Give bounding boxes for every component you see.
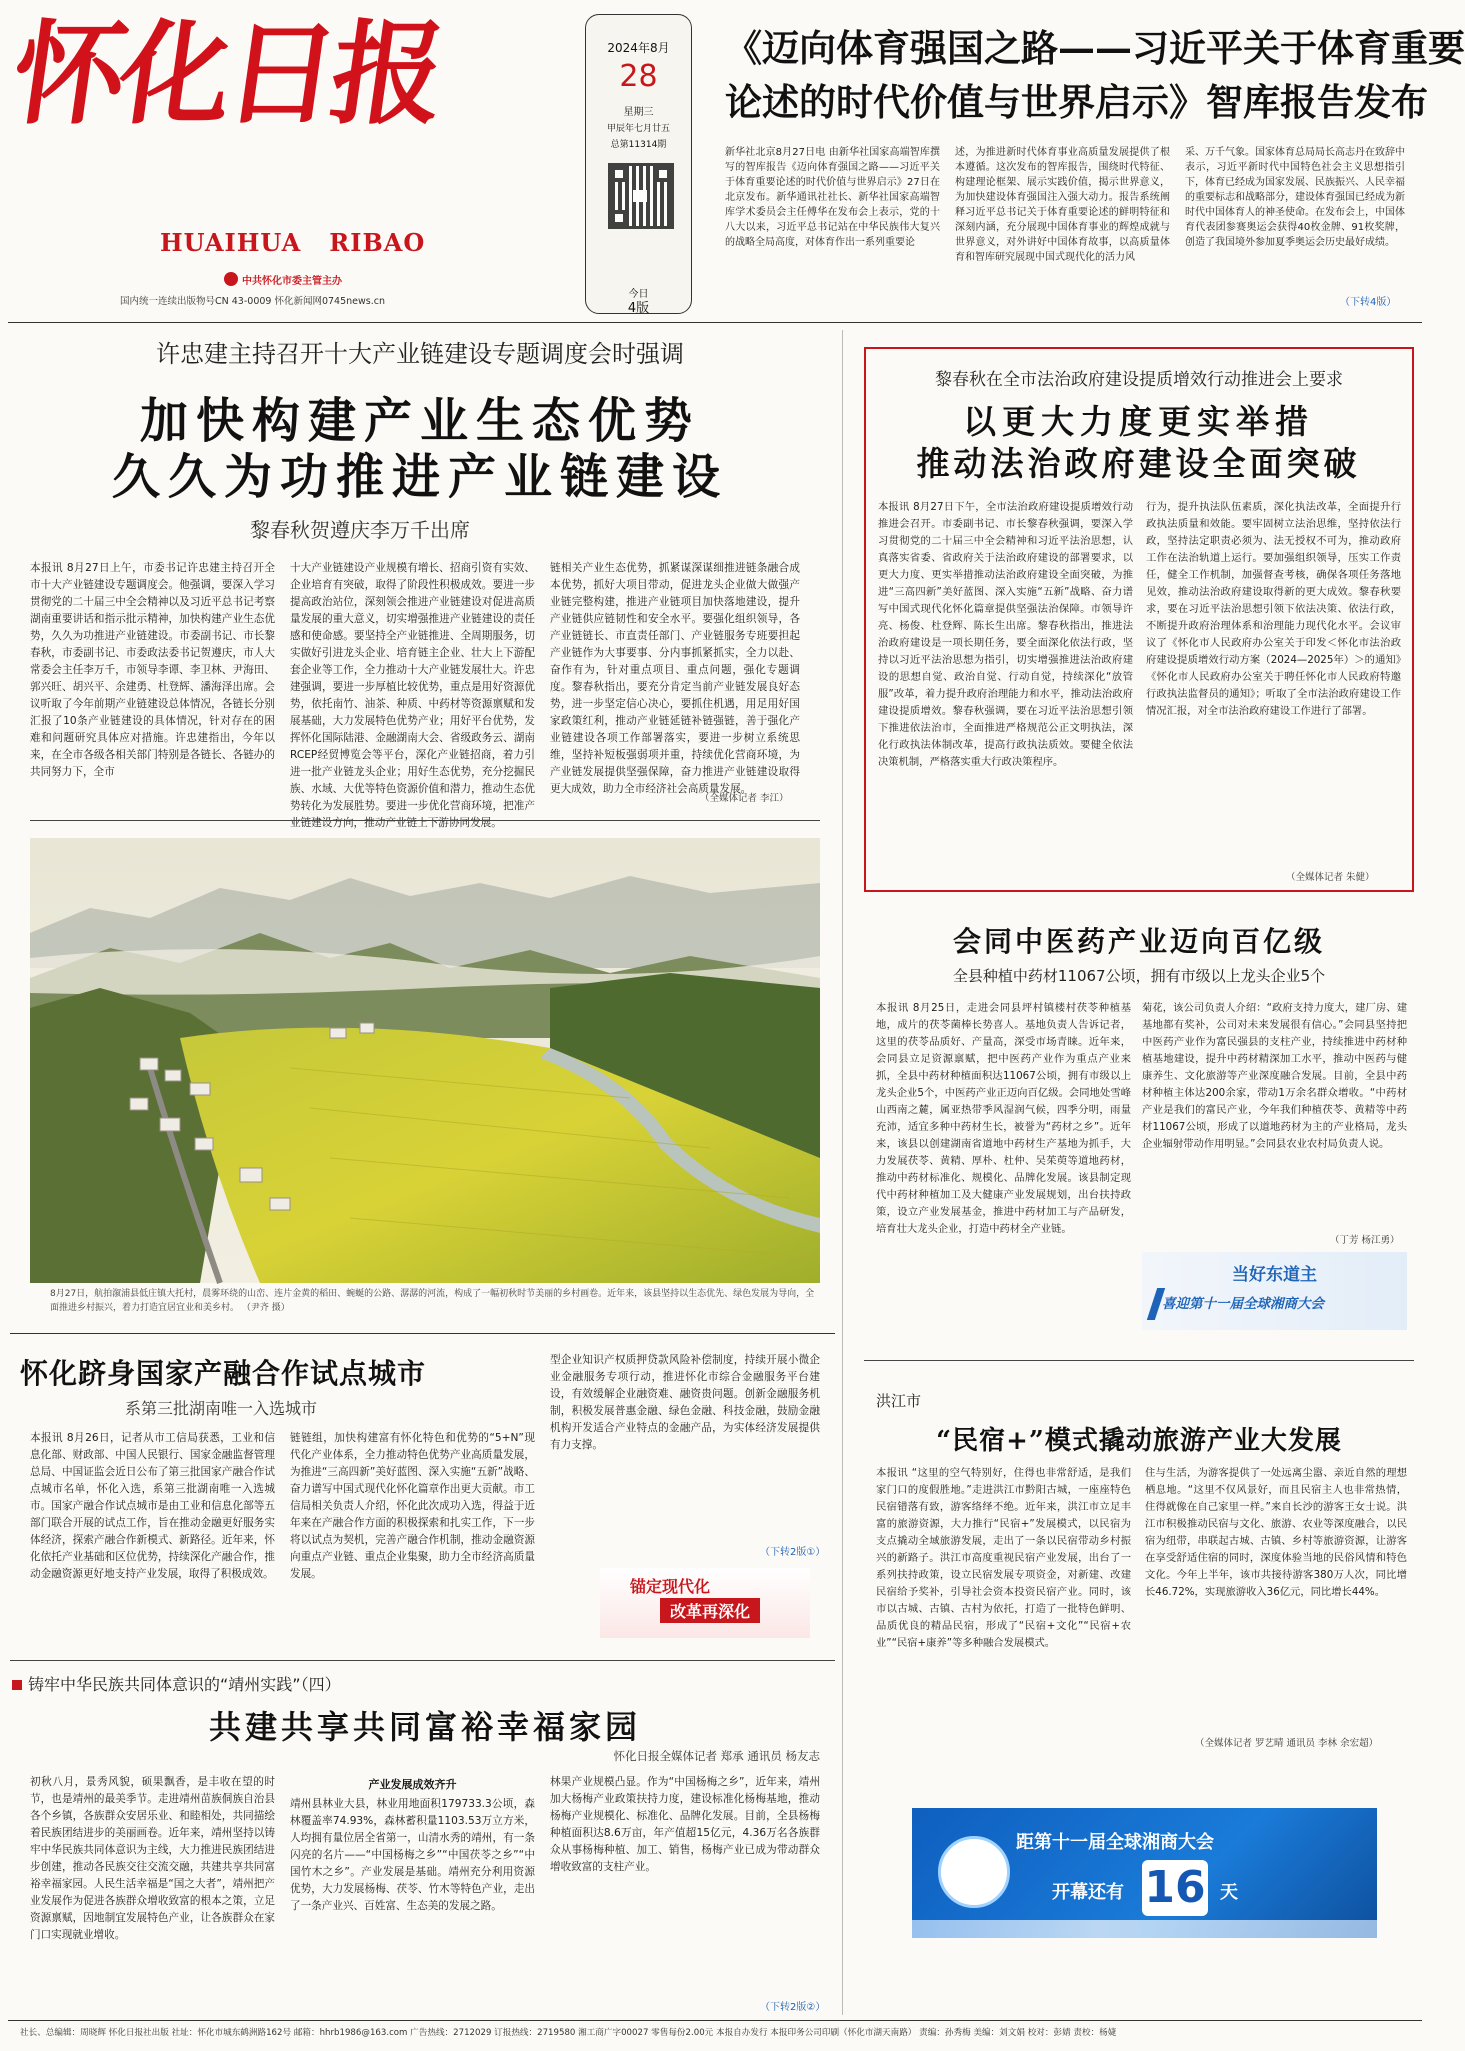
pilot-col1: 本报讯 8月26日，记者从市工信局获悉，工业和信息化部、财政部、中国人民银行、国家金融监督管理总局、中国证监会近日公布了第三批国家产融合作试点城市名单，怀化入选，系第三批湖南唯一入选城市。国家产融合作试点城市是由工业和信息化部等五部门联合开展的试点工作，旨在推动金融更好服务实体经济，探索产融合作新模式、新路径。近年来，怀化依托产业基础和区位优势，持续深化产融合作，推动金融资源更好地支持产业发展，取得了积极成效。 (30, 1432, 275, 1580)
right-divider (864, 1360, 1414, 1361)
date-box (585, 14, 692, 314)
host-banner-line2: 喜迎第十一届全球湘商大会 (1162, 1296, 1324, 1312)
masthead-registration: 国内统一连续出版物号CN 43-0009 怀化新闻网0745news.cn (120, 296, 385, 307)
reform-badge-line1: 锚定现代化 (630, 1577, 711, 1596)
jingzhou-col1: 初秋八月，景秀风貌，硕果飘香，是丰收在望的时节，也是靖州的最美季节。走进靖州苗族侗族自治县各个乡镇，各族群众安居乐业、和睦相处，共同描绘着民族团结进步的美丽画卷。近年来，靖州坚持以铸牢中华民族共同体意识为主线，大力推进民族团结进步创建，推动各民族交往交流交融，共建共享共同富裕幸福家园。人民生活幸福是“国之大者”，靖州把产业发展作为促进各族群众增收致富的根本之策，立足资源禀赋，因地制宜发展特色产业，让各族群众在家门口实现就业增收。 (30, 1776, 275, 1941)
masthead-sponsor: 中共怀化市委主管主办 (242, 276, 342, 287)
date-day: 28 (619, 59, 658, 94)
countdown-logo (938, 1836, 1010, 1908)
lead-col1: 本报讯 8月27日上午，市委书记许忠建主持召开全市十大产业链建设专题调度会。他强调，要深入学习贯彻党的二十届三中全会精神以及习近平总书记考察湖南重要讲话和指示批示精神，加快构建产业生态优势，久久为功推进产业链建设。市委副书记、市长黎春秋，市委副书记、市委政法委书记贺遵庆，市人大常委会主任李万千，市领导李谭、李卫林、尹海田、郭兴旺、胡兴平、余建勇、杜登辉、潘海泽出席。会议听取了今年前期产业链建设总体情况，各链长分别汇报了10条产业链建设的具体情况，针对存在的困难和问题研究具体应对措施。许忠建指出，今年以来，在全市各级各相关部门特别是各链长、各链办的共同努力下，全市 (30, 562, 275, 778)
pages-count: 4版 (627, 301, 650, 316)
jingzhou-col3: 林果产业规模凸显。作为“中国杨梅之乡”，近年来，靖州加大杨梅产业政策扶持力度，建设标准化杨梅基地，推动杨梅产业规模化、标准化、品牌化发展。目前，全县杨梅种植面积达8.6万亩，年产值超15亿元，4.36万名各族群众从事杨梅种植、加工、销售，杨梅产业已成为带动群众增收致富的支柱产业。 (550, 1776, 820, 1873)
boxed-title-2[interactable]: 推动法治政府建设全面突破 (916, 444, 1361, 483)
host-banner-line1: 当好东道主 (1232, 1265, 1317, 1285)
countdown-train-icon (912, 1920, 1377, 1938)
minsu-dateline: 洪江市 (876, 1392, 922, 1410)
boxed-kicker: 黎春秋在全市法治政府建设提质增效行动推进会上要求 (935, 370, 1343, 390)
footer-divider (8, 2020, 1422, 2021)
boxed-title-1[interactable]: 以更大力度更实举措 (963, 402, 1314, 441)
column-divider-main (842, 330, 843, 2015)
lead-divider (30, 820, 820, 821)
photo-caption (50, 1287, 820, 1317)
jingzhou-col2: 靖州县林业大县，林业用地面积179733.3公顷，森林覆盖率74.93%，森林蓄积量1103.53万立方米，人均拥有量位居全省第一，山清水秀的靖州，有一条闪亮的名片——“中国杨梅之乡”“中国茯苓之乡”“中国竹木之乡”。产业发展是基础。靖州充分利用资源优势，大力发展杨梅、茯苓、竹木等特色产业，走出了一条产业兴、百姓富、生态美的发展之路。 (290, 1798, 535, 1912)
top-story-continue[interactable]: （下转4版） (1340, 297, 1397, 308)
masthead (0, 0, 1465, 320)
pilot-continue[interactable]: （下转2版①） (760, 1547, 826, 1558)
countdown-line1: 距第十一届全球湘商大会 (1016, 1832, 1214, 1853)
tcm-subtitle: 全县种植中药材11067公顷，拥有市级以上龙头企业5个 (952, 967, 1326, 985)
countdown-line2-pre: 开幕还有 (1052, 1882, 1124, 1903)
pilot-col2: 链链组，加快构建富有怀化特色和优势的“5+N”现代化产业体系，全力推动特色优势产业高质量发展，为推进“三高四新”美好蓝图、深入实施“五新”战略、奋力谱写中国式现代化怀化篇章作出更大贡献。市工信局相关负责人介绍，怀化此次成功入选，得益于近年来在产融合作方面的积极探索和扎实工作，下一步将以试点为契机，完善产融合作机制，推动金融资源向重点产业链、重点企业集聚，助力全市经济高质量发展。 (290, 1432, 535, 1580)
footer-text: 社长、总编辑：周晓辉 怀化日报社出版 社址：怀化市城东鹤洲路162号 邮箱：hhrb1986@163.com 广告热线：2712029 订报热线：2719580 湘工商广字00027 零售每份2.00元 本报自办发行 本报印务公司印刷（怀化市湖天南路） 责编：孙秀梅 美编：刘文娟 校对：彭婧 责校：杨婕 (20, 2028, 1117, 2038)
masthead-logo (224, 272, 238, 286)
reform-badge-line2: 改革再深化 (660, 1598, 760, 1623)
lead-col3: 链相关产业生态优势，抓紧谋深谋细推进链条融合成本优势，抓好大项目带动，促进龙头企业做大做强产业链完整构建，推进产业链项目加快落地建设，提升产业链供应链韧性和安全水平。要强化组织领导，各产业链链长、市直责任部门、产业链服务专班要担起产业链作为大事要事、分内事抓紧抓实，全力以赴、奋作有为，针对重点项目、重点问题，强化专题调度。黎春秋指出，要充分肯定当前产业链发展良好态势，进一步坚定信心决心，要抓住机遇，用足用好国家政策红利，推动产业链延链补链强链，善于强化产业链建设各项工作部署落实，要进一步树立系统思维，坚持补短板强弱项并重，持续优化营商环境，为产业链发展提供坚强保障，奋力推进产业链建设取得更大成效，助力全市经济社会高质量发展。 (550, 562, 800, 795)
minsu-byline: （全媒体记者 罗艺晴 通讯员 李林 余宏超） (1195, 1738, 1379, 1749)
masthead-divider (8, 322, 1422, 323)
photo-divider (10, 1333, 835, 1334)
minsu-title[interactable]: “民宿+”模式撬动旅游产业大发展 (936, 1426, 1342, 1456)
minsu-col2: 住与生活，为游客提供了一处远离尘嚣、亲近自然的理想栖息地。“这里不仅风景好，而且民宿主人也非常热情，住得就像在自己家里一样。”来自长沙的游客王女士说。洪江市积极推动民宿与文化、旅游、农业等深度融合，以民宿为纽带，串联起古城、古镇、乡村等旅游资源，让游客在享受舒适住宿的同时，深度体验当地的民俗风情和特色文化。今年上半年，该市共接待游客380万人次，同比增长46.72%，实现旅游收入36亿元，同比增长44%。 (1145, 1467, 1407, 1598)
top-story-col2: 述，为推进新时代体育事业高质量发展提供了根本遵循。这次发布的智库报告，围绕时代特征、构建理论框架、展示实践价值，揭示世界意义，为加快建设体育强国注入强大动力。报告系统阐释习近平总书记关于体育重要论述的鲜明特征和深刻内涵，充分展现中国体育事业的辉煌成就与世界意义，对外讲好中国体育故事，以高质量体育和智库研究展现中国式现代化的活力风 (955, 147, 1170, 263)
countdown-banner (912, 1808, 1377, 1938)
countdown-days: 16 (1142, 1860, 1208, 1916)
masthead-pinyin: HUAIHUA RIBAO (160, 228, 426, 257)
pilot-col3: 型企业知识产权质押贷款风险补偿制度，持续开展小微企业金融服务专项行动，推进怀化市综合金融服务平台建设，有效缓解企业融资难、融资贵问题。创新金融服务机制，积极发展普惠金融、绿色金融、科技金融，鼓励金融机构开发适合产业特点的金融产品，为实体经济发展提供有力支撑。 (550, 1354, 820, 1451)
photo-credit: （尹齐 摄） (241, 1303, 290, 1313)
boxed-col1: 本报讯 8月27日下午，全市法治政府建设提质增效行动推进会召开。市委副书记、市长黎春秋强调，要深入学习贯彻党的二十届三中全会精神和习近平法治思想，认真落实省委、省政府关于法治政府建设的部署要求，以更大力度、更实举措推动法治政府建设全面突破，为推进“三高四新”美好蓝图、深入实施“五新”战略、奋力谱写中国式现代化怀化篇章提供坚强法治保障。市领导许亮、杨俊、杜登辉、陈长生出席。黎春秋指出，推进法治政府建设是一项长期任务，要全面深化依法行政，坚持以习近平法治思想为指引，切实增强推进法治政府建设的思想自觉、政治自觉、行动自觉，持续深化“放管服”改革，着力提升政府治理能力和水平，推动法治政府建设提质增效。黎春秋强调，要在习近平法治思想引领下推进依法治市，全面推进严格规范公正文明执法，深化行政执法体制改革，提高行政执法质效。要健全依法决策机制，严格落实重大行政决策程序。 (878, 501, 1133, 768)
series-square-icon (12, 1680, 22, 1690)
lead-kicker: 许忠建主持召开十大产业链建设专题调度会时强调 (156, 340, 684, 368)
jingzhou-byline: 怀化日报全媒体记者 郑承 通讯员 杨友志 (613, 1749, 820, 1763)
top-story-col1: 新华社北京8月27日电 由新华社国家高端智库撰写的智库报告《迈向体育强国之路——习近平关于体育重要论述的时代价值与世界启示》27日在北京发布。新华通讯社社长、新华社国家高端智库学术委员会主任傅华在发布会上表示，党的十八大以来，习近平总书记站在中华民族伟大复兴的战略全局高度，对体育作出一系列重要论 (725, 147, 940, 248)
jingzhou-series (12, 1672, 341, 1695)
boxed-article (864, 347, 1414, 892)
photo-caption-text: 8月27日，航拍溆浦县低庄镇大托村，晨雾环绕的山峦、连片金黄的稻田、蜿蜒的公路、潺潺的河流，构成了一幅初秋时节美丽的乡村画卷。近年来，该县坚持以生态优先、绿色发展为导向，全面推进乡村振兴，着力打造宜居宜业和美乡村。 (50, 1289, 815, 1313)
top-story-title-1[interactable]: 《迈向体育强国之路——习近平关于体育重要 (725, 26, 1465, 70)
tcm-title[interactable]: 会同中医药产业迈向百亿级 (952, 925, 1325, 958)
lead-title-1[interactable]: 加快构建产业生态优势 (139, 393, 700, 449)
tcm-col2: 菊花，该公司负责人介绍：“政府支持力度大，建厂房、建基地都有奖补，公司对未来发展很有信心。”会同县坚持把中医药产业作为富民强县的支柱产业，持续推进中药材种植基地建设，提升中药材精深加工水平，推动中医药与健康养生、文化旅游等产业深度融合发展。目前，全县中药材种植主体达200余家，带动1万余名群众增收。“中药材产业是我们的富民产业，今年我们种植茯苓、黄精等中药材11067公顷，形成了以道地药材为主的产业格局，龙头企业辐射带动作用明显。”会同县农业农村局负责人说。 (1142, 1002, 1407, 1150)
lead-subtitle: 黎春秋贺遵庆李万千出席 (250, 518, 470, 542)
tcm-col1: 本报讯 8月25日，走进会同县坪村镇楼村茯苓种植基地，成片的茯苓菌棒长势喜人。基地负责人告诉记者，这里的茯苓品质好、产量高，深受市场青睐。近年来，会同县立足资源禀赋，把中医药产业作为重点产业来抓，全县中药材种植面积达11067公顷，拥有市级以上龙头企业5个，中医药产业正迈向百亿级。会同地处雪峰山西南之麓，属亚热带季风湿润气候，四季分明，雨量充沛，适宜多种中药材生长，被誉为“药材之乡”。近年来，该县以创建湖南省道地中药材生产基地为抓手，大力发展茯苓、黄精、厚朴、杜仲、吴茱萸等道地药材，推动中药材标准化、规模化、品牌化发展。该县制定现代中药材种植加工及大健康产业发展规划，出台扶持政策，设立产业发展基金，推进中药材加工与产品研发，培育壮大龙头企业，打造中药材全产业链。 (876, 1002, 1131, 1235)
pilot-subtitle: 系第三批湖南唯一入选城市 (125, 1399, 318, 1418)
countdown-unit: 天 (1220, 1882, 1238, 1903)
boxed-byline: （全媒体记者 朱健） (1286, 872, 1375, 883)
top-story-title-2[interactable]: 论述的时代价值与世界启示》智库报告发布 (725, 80, 1428, 124)
lead-byline: （全媒体记者 李江） (700, 793, 789, 804)
lead-title-2[interactable]: 久久为功推进产业链建设 (111, 449, 728, 505)
jingzhou-col2-head: 产业发展成效齐升 (368, 1778, 457, 1791)
tcm-byline: （丁芳 杨江勇） (1330, 1235, 1400, 1246)
landscape-photo (30, 838, 820, 1283)
jingzhou-continue[interactable]: （下转2版②） (760, 2002, 826, 2013)
date-year-month: 2024年8月 (607, 41, 670, 55)
host-banner (1142, 1252, 1407, 1330)
date-weekday: 星期三 (623, 107, 654, 118)
pages-label: 今日 (628, 289, 649, 300)
date-lunar: 甲辰年七月廿五 (606, 124, 670, 134)
landscape-photo-svg (30, 838, 820, 1283)
qr-code-icon[interactable] (608, 163, 674, 229)
boxed-col2: 行为，提升执法队伍素质，深化执法改革，全面提升行政执法质量和效能。要牢固树立法治思维，坚持依法行政，坚持法定职责必须为、法无授权不可为，推动政府工作在法治轨道上运行。要加强组织领导，压实工作责任，健全工作机制，加强督查考核，确保各项任务落地见效，推动法治政府建设取得新的更大成效。黎春秋要求，要在习近平法治思想引领下依法决策、依法行政，不断提升政府治理体系和治理能力现代化水平。会议审议了《怀化市人民政府办公室关于印发＜怀化市法治政府建设提质增效行动方案（2024—2025年）＞的通知》《怀化市人民政府办公室关于聘任怀化市人民政府特邀行政执法监督员的通知》；听取了全市法治政府建设工作情况汇报，对全市法治政府建设工作进行了部署。 (1146, 501, 1401, 717)
jingzhou-title[interactable]: 共建共享共同富裕幸福家园 (208, 1708, 641, 1746)
pilot-title[interactable]: 怀化跻身国家产融合作试点城市 (20, 1357, 427, 1390)
pilot-divider (10, 1660, 835, 1661)
jingzhou-series-text: 铸牢中华民族共同体意识的“靖州实践”（四） (28, 1675, 341, 1694)
minsu-col1: 本报讯 “这里的空气特别好，住得也非常舒适，是我们家门口的度假胜地。”走进洪江市黔阳古城，一座座特色民宿错落有致，游客络绎不绝。近年来，洪江市立足丰富的旅游资源，大力推行“民宿+”发展模式，以民宿为支点撬动全域旅游发展，走出了一条以民宿带动乡村振兴的新路子。洪江市高度重视民宿产业发展，出台了一系列扶持政策，设立民宿发展专项资金，对新建、改建民宿给予奖补，引导社会资本投资民宿产业。同时，该市以古城、古镇、古村为依托，打造了一批特色鲜明、品质优良的精品民宿，形成了“民宿+文化”“民宿+农业”“民宿+康养”等多种融合发展模式。 (876, 1467, 1131, 1649)
lead-col2: 十大产业链建设产业规模有增长、招商引资有实效、企业培育有突破，取得了阶段性积极成效。要进一步提高政治站位，深刻领会推进产业链建设对促进高质量发展的重大意义，切实增强推进产业链建设的责任感和使命感。要坚持全产业链推进、全周期服务，切实做好引进龙头企业、培育链主企业、壮大上下游配套企业等工作，全力推动十大产业链发展壮大。许忠建强调，要进一步厚植比较优势，重点是用好资源优势，依托南竹、油茶、种质、中药材等资源禀赋和发展基础，大力发展特色优势产业；用好平台优势，发挥怀化国际陆港、金融湖南大会、省级政务云、湖南RCEP经贸博览会等平台，深化产业链招商，着力引进一批产业链龙头企业；用好生态优势，充分挖掘民族、水域、大优等特色资源价值和潜力，推动生态优势转化为发展胜势。要进一步优化营商环境，把准产业链建设方向，推动产业链上下游协同发展。 (290, 562, 535, 829)
reform-badge (600, 1568, 810, 1638)
top-story-col3: 采、万千气象。国家体育总局局长高志丹在致辞中表示，习近平新时代中国特色社会主义思想指引下，体育已经成为国家发展、民族振兴、人民幸福的重要标志和战略部分，建设体育强国已经成为新时代中国体育人的神圣使命。在发布会上，中国体育代表团参赛奥运会获得40枚金牌、91枚奖牌，创造了我国境外参加夏季奥运会历史最好成绩。 (1185, 147, 1405, 248)
date-issue: 总第11314期 (610, 140, 667, 150)
masthead-title: 怀化日报 (4, 9, 448, 140)
